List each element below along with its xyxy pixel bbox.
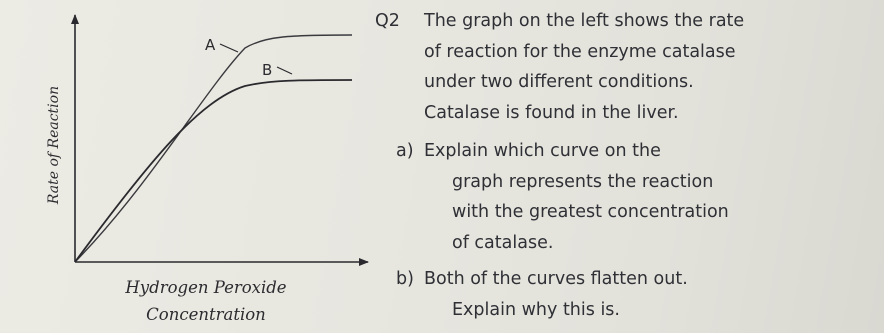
part-a-line-2: graph represents the reaction	[452, 171, 714, 192]
part-b-line-1: Both of the curves flatten out.	[424, 269, 688, 289]
intro-line-3: under two different conditions.	[424, 72, 694, 92]
intro-line-1: The graph on the left shows the rate	[424, 11, 745, 31]
curve-b	[75, 80, 352, 262]
rate-of-reaction-graph	[0, 0, 380, 333]
question-text	[375, 6, 875, 325]
part-a-first-line	[375, 136, 875, 167]
curve-a	[75, 35, 352, 262]
part-b-first-line	[375, 264, 875, 295]
part-b-line-2: Explain why this is.	[452, 299, 620, 320]
question-first-line	[375, 6, 875, 37]
intro-line-2: of reaction for the enzyme catalase	[424, 41, 736, 62]
part-a-letter: a)	[396, 141, 414, 161]
curve-a-pointer	[220, 44, 238, 52]
curve-a-label: A	[205, 36, 216, 54]
part-a-line-3: with the greatest concentration	[452, 202, 729, 222]
y-axis-label: Rate of Reaction	[46, 85, 62, 205]
part-a-line-4: of catalase.	[452, 232, 554, 253]
x-axis-label-line2: Concentration	[146, 305, 266, 324]
part-a-line-1: Explain which curve on the	[424, 141, 661, 161]
curve-b-pointer	[277, 67, 292, 74]
x-axis-label-line1: Hydrogen Peroxide	[125, 278, 287, 297]
curve-b-label: B	[262, 61, 273, 79]
part-b-letter: b)	[396, 269, 414, 289]
question-number: Q2	[375, 11, 400, 31]
intro-line-4: Catalase is found in the liver.	[424, 102, 679, 123]
